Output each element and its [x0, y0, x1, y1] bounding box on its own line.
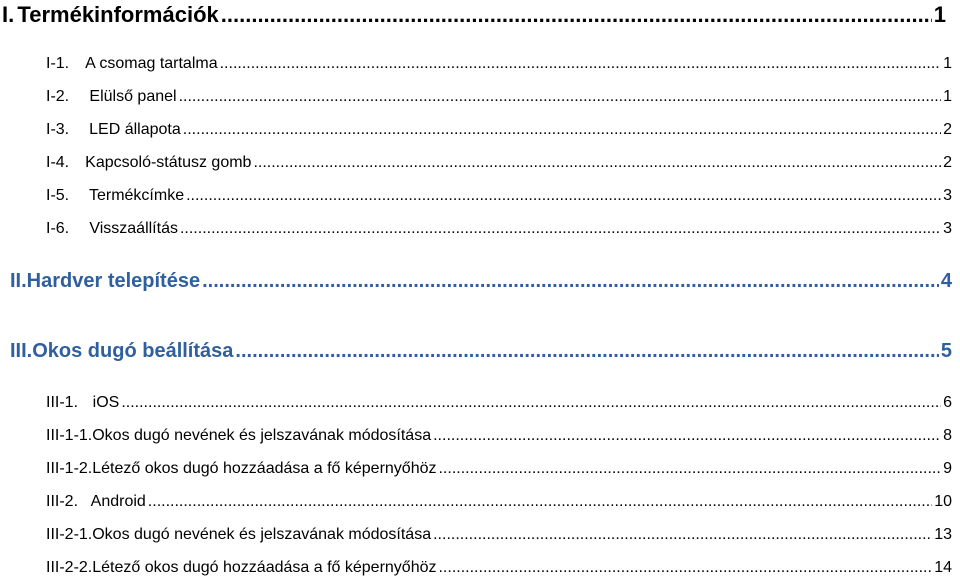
- toc-entry[interactable]: [2, 2, 946, 28]
- toc-entry-page: 2: [943, 154, 952, 171]
- dot-leader: [438, 460, 941, 478]
- dot-leader: [235, 340, 938, 363]
- toc-entry-title: Kapcsoló-státusz gomb: [85, 154, 252, 171]
- toc-entry-title: LED állapota: [89, 121, 181, 138]
- dot-leader: [202, 270, 939, 293]
- toc-entry[interactable]: [46, 460, 952, 478]
- dot-leader: [179, 88, 942, 106]
- toc-entry-page: 1: [943, 55, 952, 72]
- toc-entry-number: III.: [10, 340, 33, 362]
- toc-entry-page: 9: [943, 460, 952, 477]
- dot-leader: [433, 427, 941, 445]
- dot-leader: [220, 55, 941, 73]
- toc-entry-number: I-4.: [46, 154, 70, 171]
- toc-entry-page: 8: [943, 427, 952, 444]
- toc-entry-title: Termékinformációk: [17, 2, 219, 27]
- toc-entry[interactable]: [46, 187, 952, 205]
- toc-entry-number: III-2.: [46, 493, 79, 510]
- toc-entry[interactable]: [46, 493, 952, 511]
- toc-entry-number: I-1.: [46, 55, 70, 72]
- dot-leader: [148, 493, 932, 511]
- toc-entry[interactable]: [46, 559, 952, 577]
- toc-entry-page: 1: [933, 2, 946, 27]
- toc-entry-number: III-1-2.: [46, 460, 93, 477]
- toc-entry[interactable]: [10, 270, 952, 293]
- toc-entry-number: III-2-1.: [46, 526, 93, 543]
- dot-leader: [121, 394, 941, 412]
- toc-entry-page: 13: [934, 526, 952, 543]
- toc-entry-title: Elülső panel: [89, 88, 177, 105]
- toc-entry-number: II.: [10, 270, 27, 292]
- toc-entry[interactable]: [10, 340, 952, 363]
- toc-entry-page: 3: [943, 187, 952, 204]
- toc-entry[interactable]: [46, 88, 952, 106]
- dot-leader: [433, 526, 932, 544]
- dot-leader: [221, 2, 932, 28]
- toc-entry-title: Okos dugó nevének és jelszavának módosítása: [92, 427, 432, 444]
- toc-entry-number: I.: [2, 2, 15, 27]
- toc-entry-number: III-2-2.: [46, 559, 93, 576]
- toc-entry[interactable]: [46, 394, 952, 412]
- toc-entry-page: 6: [943, 394, 952, 411]
- dot-leader: [183, 121, 941, 139]
- toc-entry-number: I-3.: [46, 121, 70, 138]
- toc-entry[interactable]: [46, 526, 952, 544]
- toc-entry-title: Létező okos dugó hozzáadása a fő képernyőhöz: [92, 460, 437, 477]
- toc-entry-title: Android: [90, 493, 146, 510]
- dot-leader: [180, 220, 941, 238]
- toc-entry-title: Létező okos dugó hozzáadása a fő képernyőhöz: [92, 559, 437, 576]
- toc-entry-page: 5: [940, 340, 952, 362]
- toc-entry[interactable]: [46, 154, 952, 172]
- toc-entry-title: Okos dugó beállítása: [32, 340, 234, 362]
- toc-entry-title: Hardver telepítése: [26, 270, 201, 292]
- toc-entry-title: A csomag tartalma: [85, 55, 218, 72]
- toc-entry[interactable]: [46, 55, 952, 73]
- toc-entry-title: Okos dugó nevének és jelszavának módosítása: [92, 526, 432, 543]
- toc-entry-number: III-1.: [46, 394, 79, 411]
- toc-entry-page: 2: [943, 121, 952, 138]
- toc-entry-page: 14: [934, 559, 952, 576]
- dot-leader: [438, 559, 932, 577]
- toc-entry[interactable]: [46, 121, 952, 139]
- toc-entry[interactable]: [46, 427, 952, 445]
- toc-entry-page: 4: [940, 270, 952, 292]
- toc-entry[interactable]: [46, 220, 952, 238]
- toc-entry-page: 10: [934, 493, 952, 510]
- toc-entry-number: III-1-1.: [46, 427, 93, 444]
- toc-entry-title: Visszaállítás: [89, 220, 178, 237]
- dot-leader: [186, 187, 941, 205]
- toc-entry-number: I-2.: [46, 88, 70, 105]
- toc-entry-number: I-5.: [46, 187, 70, 204]
- toc-entry-number: I-6.: [46, 220, 70, 237]
- toc-entry-page: 3: [943, 220, 952, 237]
- toc-entry-title: iOS: [92, 394, 120, 411]
- toc-entry-title: Termékcímke: [88, 187, 185, 204]
- dot-leader: [253, 154, 941, 172]
- toc-entry-page: 1: [943, 88, 952, 105]
